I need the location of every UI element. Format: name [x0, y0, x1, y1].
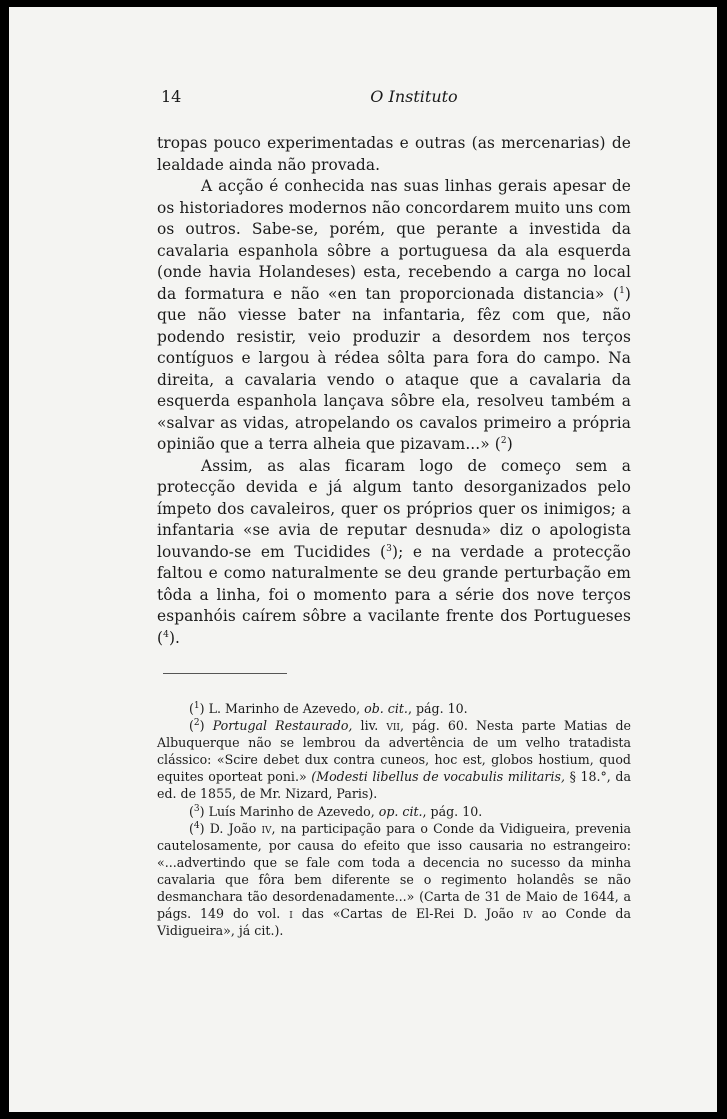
footnote-1-text: L. Marinho de Azevedo, [208, 701, 361, 716]
paragraph-3-text-c: . [175, 628, 181, 647]
paragraph-3: Assim, as alas ficaram logo de começo sem a protecção devida e já algum tanto desorganizados pelo ímpeto dos cavaleiros, quer os próprios quer os inimigos; a infantaria «se avia de reputar desnuda» diz o apologista louvando-se em Tucidides ($^3$); e na verdade a protecção faltou e como naturalmente se deu grande perturbação em tôda a linha, foi o momento para a série dos nove terços espanhóis caírem sôbre a vacilante frente dos Portugueses ($^4$). [157, 456, 632, 647]
paragraph-3-text-a: Assim, as alas ficaram logo de começo sem a protecção devida e já algum tanto desorganizados pelo ímpeto dos cavaleiros, quer os próprios quer os inimigos; a infantaria «se avia de reputar desnuda» diz o apologista louvando-se em Tucidides [157, 456, 631, 561]
footnote-1-ref: ob. cit. [364, 701, 408, 716]
footnote-1-mark: 1 [193, 700, 200, 711]
paragraph-2: A acção é conhecida nas suas linhas gerais apesar de os historiadores modernos não concordarem muito uns com os outros. Sabe-se, porém, que perante a investida da cavalaria espanhola sôbre a portuguesa da ala esquerda (onde havia Holandeses) esta, recebendo a carga no local da formatura e não «en tan proporcionada distancia» ($^1$) que não viesse bater na infantaria, fêz com que, não podendo resistir, veio produzir a desordem nos terços contíguos e largou à rédea sôlta para fora do campo. Na direita, a cavalaria vendo o ataque que a cavalaria da esquerda espanhola lançava sôbre ela, resolveu também a «salvar as vidas, atropelando os cavalos primeiro a própria opinião que a terra alheia que pizavam...» ($^2$) [157, 177, 632, 453]
footnote-ref-3: 3 [386, 543, 392, 554]
footnote-2-text-b: , pág. 60. Nesta parte Matias de Albuquerque não se lembrou da advertência de um velho tratadista clássico: «Scire debet dux contra cuneos, hoc est, globos hostium, quod equites oporteat poni.» [157, 718, 631, 785]
footnote-ref-1: 1 [619, 285, 625, 296]
footnote-1: ($^1$) L. Marinho de Azevedo, ob. cit., pág. 10. [189, 700, 468, 716]
footnote-2-text-c: § 18.°, da ed. de 1855, de Mr. Nizard, Paris). [157, 769, 631, 802]
footnote-2-source: (Modesti libellus de vocabulis militaris, [311, 769, 565, 785]
footnote-4-volume: i [289, 906, 293, 922]
footnote-divider [163, 673, 287, 674]
footnote-3: ($^3$) Luís Marinho de Azevedo, op. cit., pág. 10. [189, 803, 483, 819]
running-head [157, 85, 631, 109]
footnote-4-roman-iv-1: iv [261, 820, 272, 836]
footnote-3-ref: op. cit. [378, 803, 423, 819]
book-page [157, 85, 631, 939]
footnote-4-roman-iv-2: iv [522, 906, 533, 922]
footnote-4-text-c: das «Cartas de El-Rei D. João [301, 906, 514, 922]
body-text [157, 133, 631, 649]
footnote-3-mark: 3 [193, 803, 200, 814]
footnote-2: ($^2$) Portugal Restaurado, liv. vii, pág. 60. Nesta parte Matias de Albuquerque não se lembrou da advertência de um velho tratadista clássico: «Scire debet dux contra cuneos, hoc est, globos hostium, quod equites oporteat poni.» (Modesti libellus de vocabulis militaris, § 18.°, da ed. de 1855, de Mr. Nizard, Paris). [157, 717, 631, 802]
paragraph-1-text: tropas pouco experimentadas e outras (as mercenarias) de lealdade ainda não provada. [157, 134, 631, 174]
footnote-3-text: Luís Marinho de Azevedo, [208, 803, 375, 819]
footnote-2-volume: vii [386, 718, 400, 734]
footnote-4-text-d: ao Conde da Vidigueira», já cit.). [157, 906, 631, 939]
footnotes [157, 700, 631, 939]
footnote-1-tail: , pág. 10. [407, 701, 468, 716]
paragraph-3-text-b: ; e na verdade a protecção faltou e como naturalmente se deu grande perturbação em tôda a linha, foi o momento para a série dos nove terços espanhóis caírem sôbre a vacilante frente dos Portugueses [157, 542, 632, 625]
journal-title: O Instituto [370, 87, 458, 106]
page-number: 14 [161, 87, 182, 106]
footnote-4-mark: 4 [193, 820, 200, 831]
footnote-2-text-a: liv. [360, 718, 379, 734]
footnote-2-mark: 2 [193, 717, 200, 728]
footnote-3-tail: , pág. 10. [422, 803, 483, 819]
footnote-4-text-b: , na participação para o Conde da Vidigueira, prevenia cautelosamente, por causa do efeito que isso causaria no estrangeiro: «...advertindo que se fale com toda a decencia no sucesso da minha cavalaria que fôra bem diferente se o regimento holandês se não desmanchara tão desordenadamente...» (Carta de 31 de Maio de 1644, a págs. 149 do vol. [157, 820, 631, 922]
footnote-4: ($^4$) D. João iv, na participação para o Conde da Vidigueira, prevenia cautelosamente, por causa do efeito que isso causaria no estrangeiro: «...advertindo que se fale com toda a decencia no sucesso da minha cavalaria que fôra bem diferente se o regimento holandês se não desmanchara tão desordenadamente...» (Carta de 31 de Maio de 1644, a págs. 149 do vol. i das «Cartas de El-Rei D. João iv ao Conde da Vidigueira», já cit.). [157, 820, 631, 939]
footnote-4-text-a: D. João [209, 820, 257, 836]
footnote-ref-4: 4 [163, 629, 169, 640]
paragraph-1 [157, 133, 631, 176]
footnote-2-title: Portugal Restaurado, [212, 718, 353, 734]
paragraph-2-text-a: A acção é conhecida nas suas linhas gerais apesar de os historiadores modernos não concordarem muito uns com os outros. Sabe-se, porém, que perante a investida da cavalaria espanhola sôbre a portuguesa da ala esquerda (onde havia Holandeses) esta, recebendo a carga no local da formatura e não «en tan proporcionada distancia» [157, 177, 631, 303]
footnote-ref-2: 2 [500, 435, 507, 446]
paragraph-2-text-b: que não viesse bater na infantaria, fêz com que, não podendo resistir, veio produzir a desordem nos terços contíguos e largou à rédea sôlta para fora do campo. Na direita, a cavalaria vendo o ataque que a cavalaria da esquerda espanhola lançava sôbre ela, resolveu também a «salvar as vidas, atropelando os cavalos primeiro a própria opinião que a terra alheia que pizavam...» [157, 306, 631, 453]
